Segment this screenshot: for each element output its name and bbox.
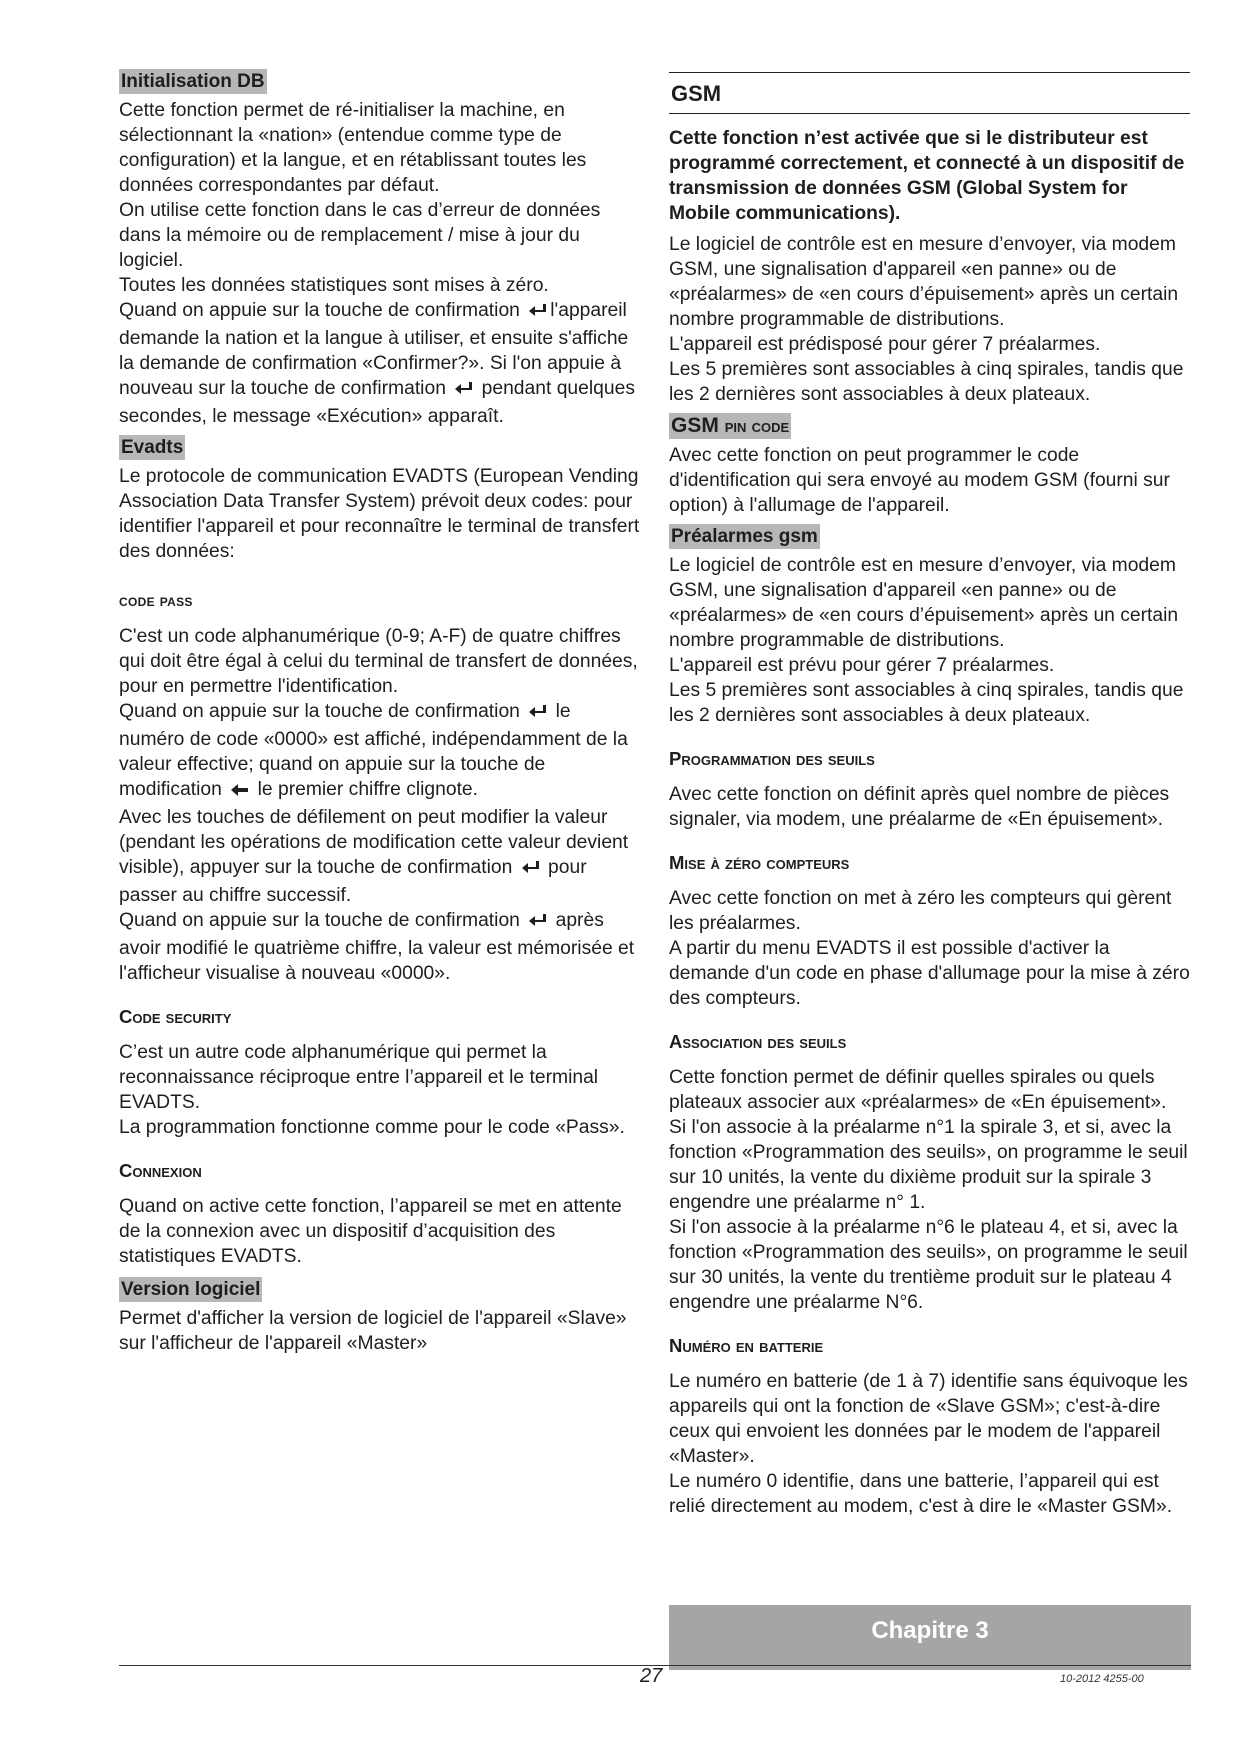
left-arrow-key-icon (230, 780, 249, 805)
heading-assoc-seuils: Association des seuils (669, 1031, 847, 1052)
document-code: 10-2012 4255-00 (1060, 1673, 1144, 1685)
init-db-p3: Toutes les données statistiques sont mises à zéro. (119, 275, 549, 296)
chapter-label: Chapitre 3 (871, 1617, 989, 1644)
enter-key-icon (528, 911, 547, 936)
code-pass-p3: Avec les touches de défilement on peut modifier la valeur (pendant les opérations de modification cette valeur devient visible), appuyer sur la touche de confirmation pour passer au chiffre successif. (119, 807, 629, 906)
prog-seuils-p1: Avec cette fonction on définit après quel nombre de pièces signaler, via modem, une préalarme de «En épuisement». (669, 784, 1170, 830)
version-p1: Permet d'afficher la version de logiciel de l'appareil «Slave» sur l'afficheur de l'appareil «Master» (119, 1308, 627, 1354)
heading-gsm-pin: GSM pin code (671, 414, 790, 437)
assoc-seuils-p2: Si l'on associe à la préalarme n°1 la spirale 3, et si, avec la fonction «Programmation des seuils», on programme le seuil sur 10 unités, la vente du dixième produit sur la spirale 3 engendre une préalarme n° 1. (669, 1117, 1188, 1213)
right-column (669, 66, 1190, 1519)
connexion-p1: Quand on active cette fonction, l’appareil se met en attente de la connexion avec un dispositif d’acquisition des statistiques EVADTS. (119, 1196, 622, 1267)
heading-prog-seuils: Programmation des seuils (669, 748, 875, 769)
gsm-p1: Le logiciel de contrôle est en mesure d’envoyer, via modem GSM, une signalisation d'appareil «en panne» ou de «préalarmes» de «en cours d’épuisement» après un certain nombre programmable de distributions. (669, 234, 1179, 330)
gsm-notice: Cette fonction n’est activée que si le distributeur est programmé correctement, et connecté à un dispositif de transmission de données GSM (Global System for Mobile communications). (669, 128, 1185, 224)
enter-key-icon (521, 858, 540, 883)
heading-evadts: Evadts (121, 437, 184, 458)
section-gsm-pin (669, 413, 1190, 440)
section-prealarmes (669, 524, 1190, 550)
prealarmes-p2: L'appareil est prévu pour gérer 7 préalarmes. (669, 655, 1055, 676)
page-number: 27 (640, 1665, 663, 1687)
enter-key-icon (454, 379, 473, 404)
heading-mise-zero: Mise à zéro compteurs (669, 852, 850, 873)
heading-connexion: Connexion (119, 1160, 202, 1181)
left-column (119, 66, 640, 1356)
numero-p1: Le numéro en batterie (de 1 à 7) identifie sans équivoque les appareils qui ont la fonction de «Slave GSM»; c'est-à-dire ceux qui envoient les données par le modem de l'appareil «Master». (669, 1371, 1188, 1467)
code-security-p2: La programmation fonctionne comme pour le code «Pass». (119, 1117, 625, 1138)
gsm-pin-p1: Avec cette fonction on peut programmer le code d'identification qui sera envoyé au modem GSM (fourni sur option) à l'allumage de l'appareil. (669, 445, 1170, 516)
heading-code-security: Code security (119, 1006, 232, 1027)
section-version (119, 1277, 640, 1303)
enter-key-icon (528, 301, 547, 326)
section-evadts (119, 435, 640, 461)
code-security-p1: C’est un autre code alphanumérique qui permet la reconnaissance réciproque entre l’appareil et le terminal EVADTS. (119, 1042, 599, 1113)
enter-key-icon (528, 702, 547, 727)
prealarmes-p3: Les 5 premières sont associables à cinq spirales, tandis que les 2 dernières sont associables à deux plateaux. (669, 680, 1184, 726)
assoc-seuils-p3: Si l'on associe à la préalarme n°6 le plateau 4, et si, avec la fonction «Programmation des seuils», on programme le seuil sur 30 unités, la vente du trentième produit sur le plateau 4 engendre une préalarme N°6. (669, 1217, 1188, 1313)
heading-numero: Numéro en batterie (669, 1335, 824, 1356)
gsm-p2: L'appareil est prédisposé pour gérer 7 préalarmes. (669, 334, 1101, 355)
init-db-p2: On utilise cette fonction dans le cas d’erreur de données dans la mémoire ou de remplacement / mise à jour du logiciel. (119, 200, 601, 271)
init-db-p1: Cette fonction permet de ré-initialiser la machine, en sélectionnant la «nation» (entendue comme type de configuration) et la langue, et en rétablissant toutes les données correspondantes par défaut. (119, 100, 587, 196)
code-pass-p2: Quand on appuie sur la touche de confirmation le numéro de code «0000» est affiché, indépendamment de la valeur effective; quand on appuie sur la touche de modification le premier chiffre clignote. (119, 699, 640, 805)
heading-code-pass: code pass (119, 592, 193, 610)
mise-zero-p1: Avec cette fonction on met à zéro les compteurs qui gèrent les préalarmes. (669, 888, 1172, 934)
heading-gsm: GSM (669, 72, 1190, 114)
chapter-tab (669, 1605, 1191, 1670)
code-pass-p1: C'est un code alphanumérique (0-9; A-F) de quatre chiffres qui doit être égal à celui du terminal de transfert de données, pour en permettre l'identification. (119, 626, 638, 697)
code-pass-p4: Quand on appuie sur la touche de confirmation après avoir modifié le quatrième chiffre, la valeur est mémorisée et l'afficheur visualise à nouveau «0000». (119, 910, 635, 984)
evadts-p1: Le protocole de communication EVADTS (European Vending Association Data Transfer System) prévoit deux codes: pour identifier l'appareil et pour reconnaître le terminal de transfert des données: (119, 466, 640, 562)
section-init-db (119, 69, 640, 95)
gsm-p3: Les 5 premières sont associables à cinq spirales, tandis que les 2 dernières sont associables à deux plateaux. (669, 359, 1184, 405)
heading-init-db: Initialisation DB (121, 71, 265, 92)
heading-prealarmes: Préalarmes gsm (671, 526, 818, 547)
numero-p2: Le numéro 0 identifie, dans une batterie, l’appareil qui est relié directement au modem, c'est à dire le «Master GSM». (669, 1471, 1173, 1517)
init-db-p4: Quand on appuie sur la touche de confirmation l'appareil demande la nation et la langue à utiliser, et ensuite s'affiche la demande de confirmation «Confirmer?». Si l'on appuie à nouveau sur la touche de confirmation pendant quelques secondes, le message «Exécution» apparaît. (119, 300, 635, 427)
heading-version: Version logiciel (121, 1279, 261, 1300)
assoc-seuils-p1: Cette fonction permet de définir quelles spirales ou quels plateaux associer aux «préalarmes» de «En épuisement». (669, 1067, 1167, 1113)
prealarmes-p1: Le logiciel de contrôle est en mesure d’envoyer, via modem GSM, une signalisation d'appareil «en panne» ou de «préalarmes» de «en cours d’épuisement» après un certain nombre programmable de distributions. (669, 555, 1179, 651)
mise-zero-p2: A partir du menu EVADTS il est possible d'activer la demande d'un code en phase d'allumage pour la mise à zéro des compteurs. (669, 938, 1190, 1009)
